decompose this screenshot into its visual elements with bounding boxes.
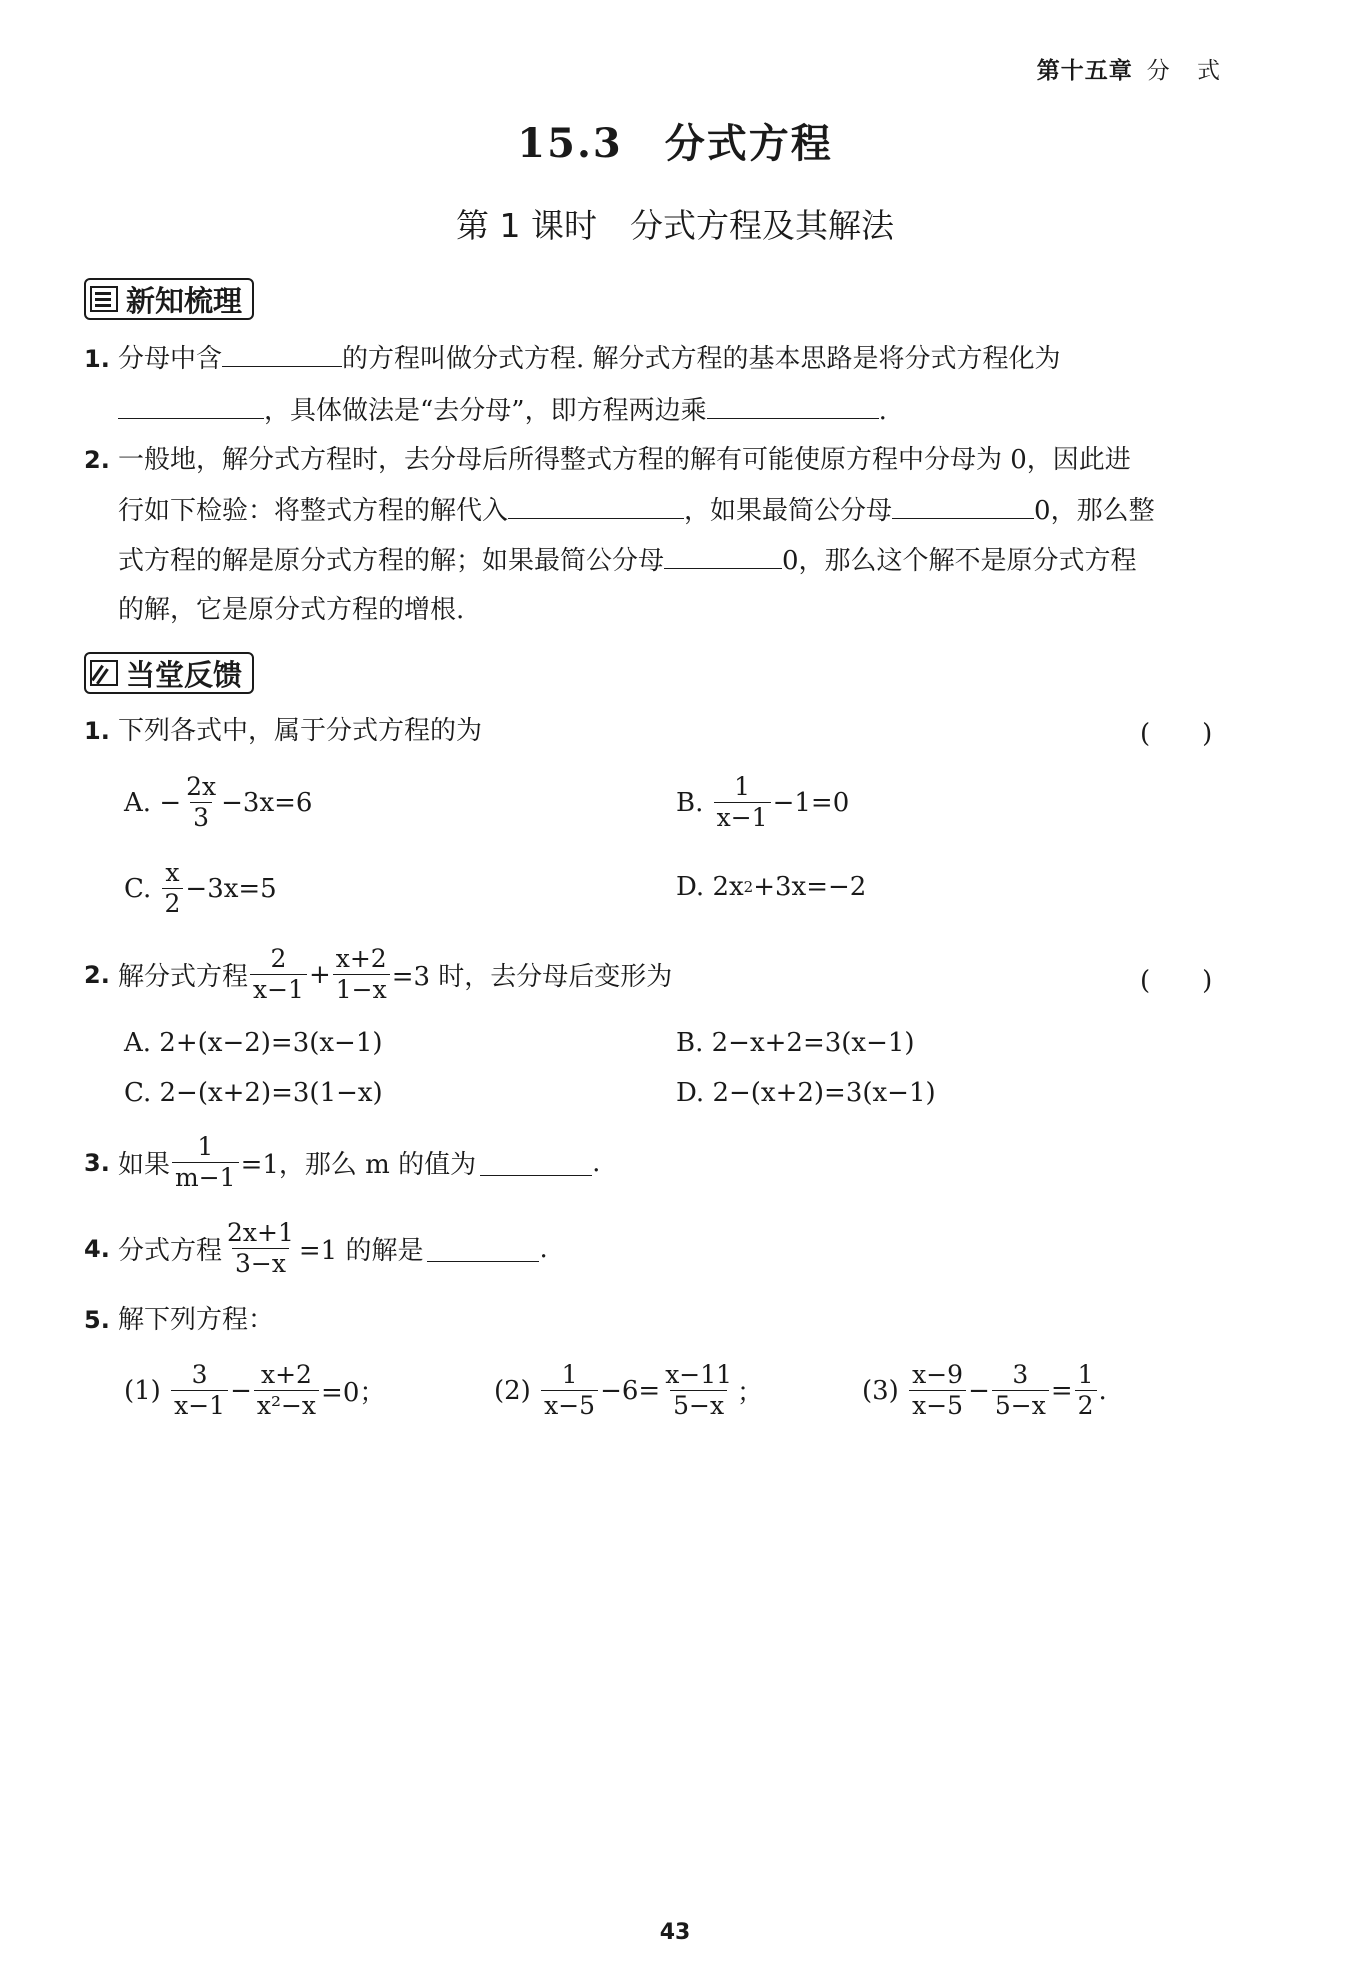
s1-item-1-line-1 [84, 340, 1061, 377]
fraction [1075, 1360, 1097, 1421]
text: ，如果最简公分母 [684, 496, 893, 526]
numerator: 2x [186, 772, 217, 801]
q1-option-d[interactable] [676, 872, 866, 902]
text: 下列各式中，属于分式方程的为 [118, 716, 483, 746]
text: +3x=−2 [753, 872, 867, 902]
fraction [224, 1218, 297, 1279]
numerator: 3 [1012, 1360, 1029, 1389]
numerator: x−9 [912, 1360, 964, 1389]
q2-stem [84, 944, 672, 1005]
option-letter: A. [124, 787, 152, 818]
page-number: 43 [659, 1920, 691, 1945]
item-number: 4. [84, 1234, 110, 1263]
lesson-title: 第 1 课时 分式方程及其解法 [456, 206, 894, 245]
q1-answer-paren[interactable]: ( ) [1140, 719, 1213, 749]
fraction [254, 1360, 319, 1421]
numerator: x+2 [335, 944, 387, 973]
s1-item-1-line-2 [118, 392, 887, 429]
denominator: 5−x [670, 1390, 727, 1421]
answer-blank[interactable] [508, 492, 684, 519]
answer-blank[interactable] [664, 542, 782, 569]
option-letter: B. [676, 787, 704, 818]
s1-item-2-line-4: 的解，它是原分式方程的增根. [118, 595, 465, 625]
denominator: 3−x [232, 1248, 289, 1279]
numerator: 1 [561, 1360, 578, 1389]
denominator: 3 [190, 802, 212, 833]
denominator: x−1 [714, 802, 771, 833]
numerator: 1 [197, 1132, 214, 1161]
s1-item-2-line-3 [118, 542, 1137, 579]
q2-option-a[interactable]: A. 2+(x−2)=3(x−1) [124, 1028, 383, 1058]
q1-option-c[interactable] [124, 858, 277, 919]
section-tag-feedback [84, 652, 254, 694]
q2-option-d[interactable]: D. 2−(x+2)=3(x−1) [676, 1078, 936, 1108]
text: − [230, 1375, 252, 1406]
text: −6= [600, 1375, 661, 1406]
denominator: x−1 [250, 974, 307, 1005]
text: −1=0 [772, 787, 850, 818]
part-label: (3) [862, 1375, 899, 1406]
s1-item-2-line-2 [118, 492, 1155, 529]
text: 解下列方程： [118, 1305, 275, 1335]
text: 解分式方程 [118, 962, 249, 992]
q5-stem [84, 1302, 274, 1338]
exponent: 2 [743, 878, 754, 896]
text: 式方程的解是原分式方程的解；如果最简公分母 [118, 546, 665, 576]
fraction [250, 944, 307, 1005]
notebook-icon [90, 286, 118, 312]
fraction [333, 944, 390, 1005]
denominator: m−1 [172, 1162, 239, 1193]
q3-stem [84, 1132, 600, 1193]
q2-option-c[interactable]: C. 2−(x+2)=3(1−x) [124, 1078, 383, 1108]
denominator: x−5 [541, 1390, 598, 1421]
text: − [159, 787, 182, 818]
text: 一般地，解分式方程时，去分母后所得整式方程的解有可能使原方程中分母为 0，因此进 [118, 445, 1131, 475]
answer-blank[interactable] [707, 392, 879, 419]
fraction [714, 772, 771, 833]
item-number: 2. [84, 446, 110, 474]
text: 的方程叫做分式方程. 解分式方程的基本思路是将分式方程化为 [342, 344, 1061, 374]
text: − [968, 1375, 990, 1406]
text: =0； [321, 1378, 386, 1408]
fraction [662, 1360, 735, 1421]
numerator: x+2 [260, 1360, 312, 1389]
item-number: 1. [84, 345, 110, 373]
chapter-subject: 分 式 [1146, 58, 1230, 84]
denominator: 2 [1075, 1390, 1097, 1421]
pencil-icon [90, 660, 118, 686]
text: 0，那么整 [1034, 496, 1155, 526]
section-tag-label: 当堂反馈 [126, 657, 243, 692]
text: + [308, 959, 331, 990]
text: 如果 [118, 1150, 171, 1180]
denominator: x²−x [254, 1390, 319, 1421]
section-tag-label: 新知梳理 [126, 283, 243, 318]
item-number: 2. [84, 960, 110, 989]
denominator: 2 [162, 888, 184, 919]
s1-item-2-line-1 [84, 442, 1131, 478]
text: =1 的解是 [298, 1236, 424, 1266]
fraction [183, 772, 219, 833]
fraction [541, 1360, 598, 1421]
denominator: 5−x [992, 1390, 1049, 1421]
q2-answer-paren[interactable]: ( ) [1140, 966, 1213, 996]
text: . [592, 1147, 601, 1178]
fraction [172, 1132, 239, 1193]
answer-blank[interactable] [427, 1235, 539, 1262]
q1-stem [84, 713, 482, 749]
numerator: 2 [270, 944, 287, 973]
item-number: 1. [84, 717, 110, 745]
q4-stem [84, 1218, 548, 1279]
q5-part-3 [862, 1360, 1107, 1421]
q5-part-2 [494, 1360, 763, 1421]
text: ； [737, 1378, 764, 1408]
text: . [539, 1233, 548, 1264]
chapter-header [1037, 52, 1230, 85]
text: −3x=6 [221, 787, 313, 818]
numerator: 3 [191, 1360, 208, 1389]
denominator: 1−x [333, 974, 390, 1005]
answer-blank[interactable] [892, 492, 1034, 519]
section-title: 15.3 分式方程 [517, 120, 833, 167]
text: 分式方程 [118, 1236, 223, 1266]
numerator: 1 [1077, 1360, 1094, 1389]
text: 分母中含 [118, 344, 223, 374]
chapter-label: 第十五章 [1036, 58, 1133, 84]
text: 行如下检验：将整式方程的解代入 [118, 496, 509, 526]
text: . [1098, 1375, 1107, 1406]
q1-option-a[interactable] [124, 772, 312, 833]
option-letter: C. [124, 873, 152, 904]
numerator: x−11 [665, 1360, 733, 1389]
numerator: x [165, 858, 180, 887]
fraction [171, 1360, 228, 1421]
text: 0，那么这个解不是原分式方程 [782, 546, 1137, 576]
option-letter: D. [676, 872, 705, 902]
text: = [1050, 1375, 1073, 1406]
q1-option-b[interactable] [676, 772, 849, 833]
text: −3x=5 [185, 873, 277, 904]
part-label: (2) [494, 1375, 531, 1406]
text: . [878, 396, 887, 426]
section-tag-new-knowledge [84, 278, 254, 320]
item-number: 5. [84, 1306, 110, 1334]
answer-blank[interactable] [222, 340, 342, 367]
answer-blank[interactable] [480, 1149, 592, 1176]
numerator: 2x+1 [227, 1218, 294, 1247]
q2-option-b[interactable]: B. 2−x+2=3(x−1) [676, 1028, 915, 1058]
text: 2x [712, 872, 744, 902]
q5-part-1 [124, 1360, 385, 1421]
fraction [909, 1360, 966, 1421]
denominator: x−5 [909, 1390, 966, 1421]
item-number: 3. [84, 1148, 110, 1177]
denominator: x−1 [171, 1390, 228, 1421]
numerator: 1 [734, 772, 751, 801]
part-label: (1) [124, 1375, 161, 1406]
text: =1，那么 m 的值为 [240, 1150, 477, 1180]
text: =3 时，去分母后变形为 [391, 962, 673, 992]
answer-blank[interactable] [118, 392, 264, 419]
fraction [992, 1360, 1049, 1421]
fraction [162, 858, 184, 919]
text: ，具体做法是“去分母”，即方程两边乘 [264, 396, 707, 426]
